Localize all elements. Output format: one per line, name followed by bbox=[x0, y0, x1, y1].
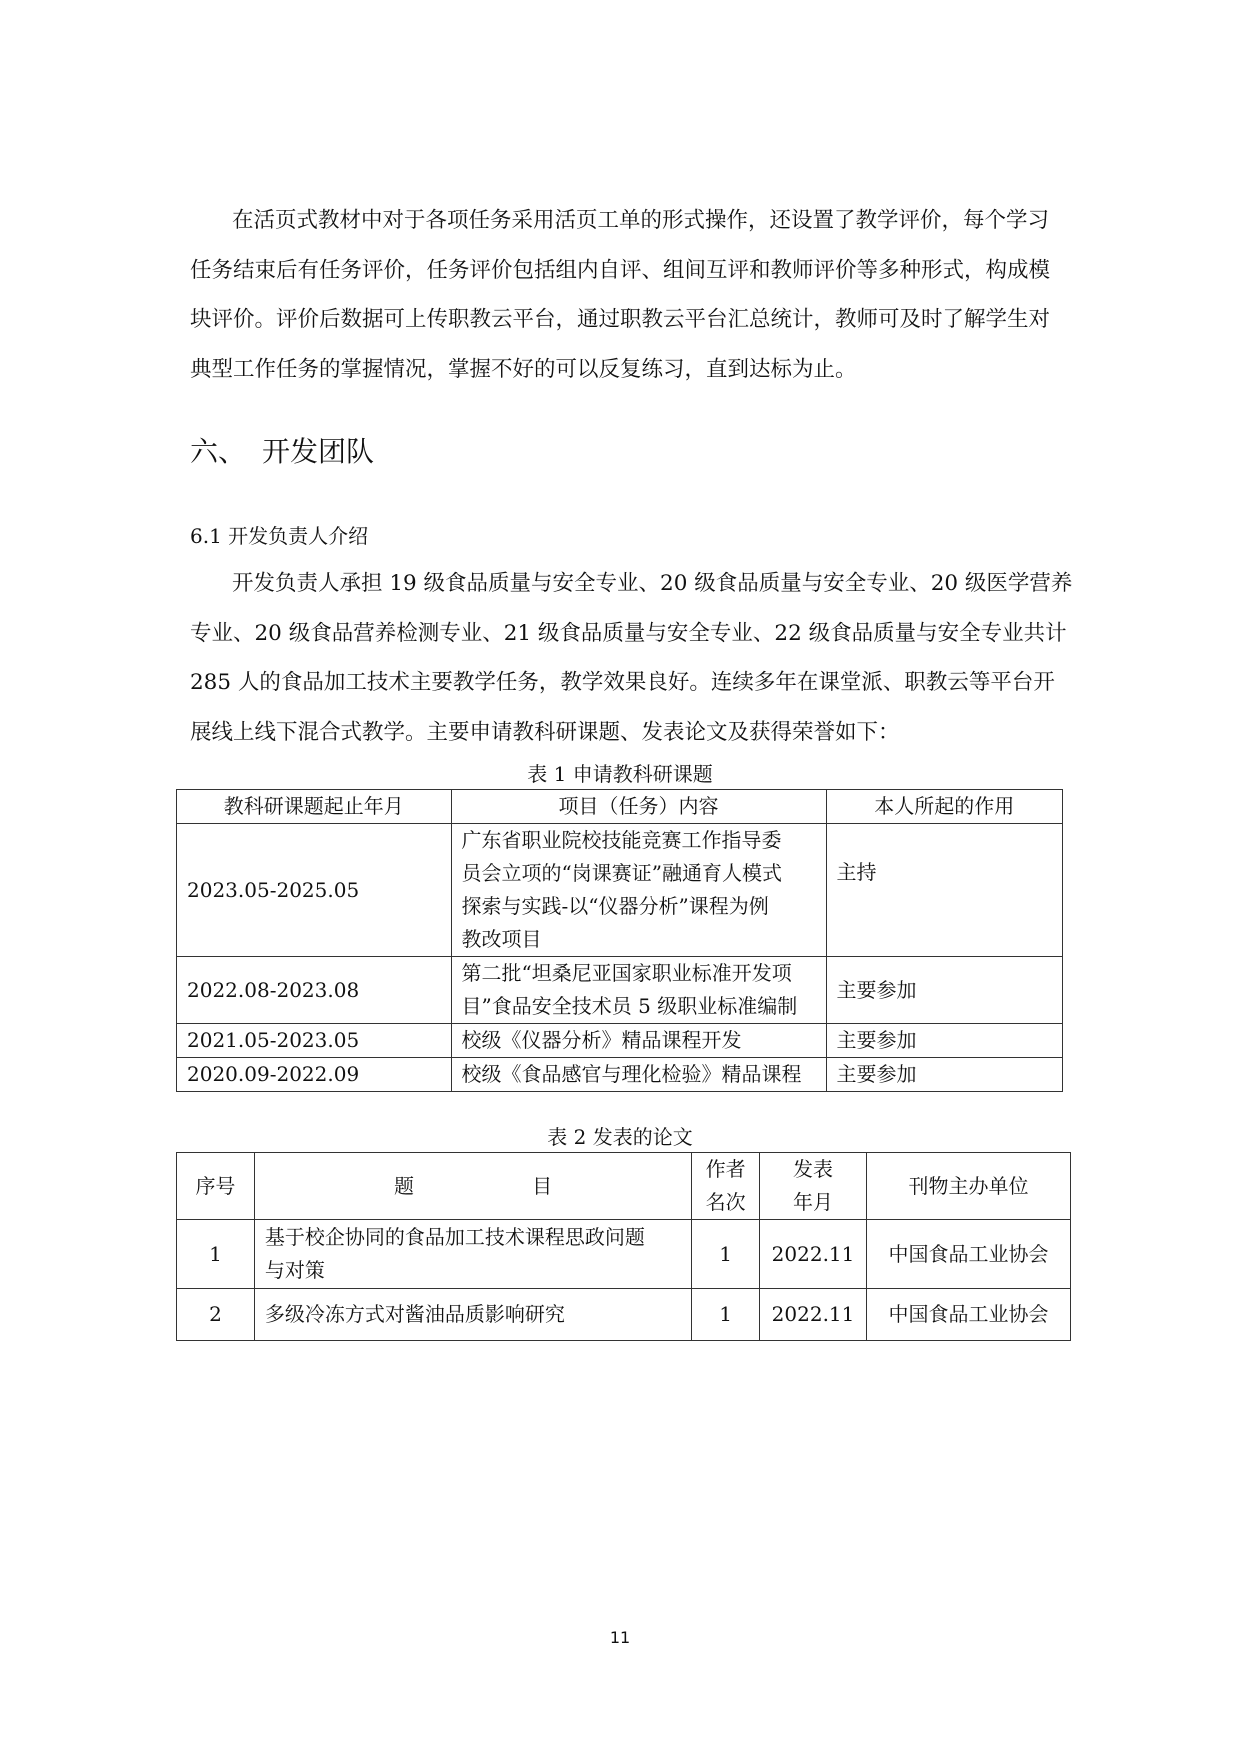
table2-caption: 表 2 发表的论文 bbox=[547, 1125, 693, 1149]
table1-caption: 表 1 申请教科研课题 bbox=[527, 762, 713, 786]
text-line: 展线上线下混合式教学。主要申请教科研课题、发表论文及获得荣誉如下： bbox=[190, 719, 900, 745]
publisher-cell: 中国食品工业协会 bbox=[867, 1220, 1071, 1289]
text-line: 开发负责人承担 19 级食品质量与安全专业、20 级食品质量与安全专业、20 级医学营养 bbox=[232, 571, 1073, 596]
seq-cell: 1 bbox=[177, 1220, 255, 1289]
text-line: 在活页式教材中对于各项任务采用活页工单的形式操作，还设置了教学评价，每个学习 bbox=[232, 208, 1050, 233]
text-line: 任务结束后有任务评价，任务评价包括组内自评、组间互评和教师评价等多种形式，构成模 bbox=[190, 257, 1051, 283]
period-cell: 2021.05-2023.05 bbox=[177, 1024, 452, 1058]
text-line: 285 人的食品加工技术主要教学任务，教学效果良好。连续多年在课堂派、职教云等平台开 bbox=[190, 670, 1055, 695]
column-header: 本人所起的作用 bbox=[826, 790, 1063, 824]
header-text: 题 bbox=[393, 1173, 414, 1198]
header-text: 年月 bbox=[793, 1190, 834, 1214]
header-text: 发表 bbox=[793, 1157, 834, 1181]
heading-title: 开发团队 bbox=[262, 435, 375, 468]
content-line: 广东省职业院校技能竞赛工作指导委 bbox=[461, 828, 782, 852]
column-header: 序号 bbox=[177, 1153, 255, 1220]
header-text: 目 bbox=[532, 1173, 553, 1198]
table-row bbox=[177, 1220, 1071, 1289]
title-cell: 多级冷冻方式对酱油品质影响研究 bbox=[254, 1289, 691, 1341]
header-text: 名次 bbox=[705, 1190, 746, 1214]
table-row bbox=[177, 957, 1063, 1024]
column-header bbox=[692, 1153, 760, 1220]
role-cell: 主要参加 bbox=[826, 1024, 1063, 1058]
title-line: 与对策 bbox=[264, 1258, 325, 1282]
text-line: 典型工作任务的掌握情况，掌握不好的可以反复练习，直到达标为止。 bbox=[190, 356, 857, 382]
table-row bbox=[177, 1024, 1063, 1058]
page-number: 11 bbox=[609, 1628, 631, 1647]
date-cell: 2022.11 bbox=[760, 1289, 867, 1341]
title-cell bbox=[254, 1220, 691, 1289]
text-line: 块评价。评价后数据可上传职教云平台，通过职教云平台汇总统计，教师可及时了解学生对 bbox=[190, 307, 1051, 332]
table-header-row bbox=[177, 1153, 1071, 1220]
paragraph-evaluation bbox=[190, 196, 1052, 394]
subsection-heading: 6.1 开发负责人介绍 bbox=[190, 524, 369, 548]
column-header: 刊物主办单位 bbox=[867, 1153, 1071, 1220]
rank-cell: 1 bbox=[692, 1220, 760, 1289]
content-cell: 校级《食品感官与理化检验》精品课程 bbox=[451, 1058, 826, 1092]
heading-number: 六、 bbox=[190, 435, 247, 468]
column-header: 教科研课题起止年月 bbox=[177, 790, 452, 824]
title-line: 基于校企协同的食品加工技术课程思政问题 bbox=[264, 1225, 645, 1249]
header-text: 作者 bbox=[705, 1157, 746, 1181]
section-heading bbox=[190, 430, 374, 470]
role-cell: 主要参加 bbox=[826, 957, 1063, 1024]
period-cell: 2023.05-2025.05 bbox=[177, 824, 452, 957]
text-line: 专业、20 级食品营养检测专业、21 级食品质量与安全专业、22 级食品质量与安全专业共计 bbox=[190, 620, 1067, 646]
column-header: 项目（任务）内容 bbox=[451, 790, 826, 824]
period-cell: 2022.08-2023.08 bbox=[177, 957, 452, 1024]
date-cell: 2022.11 bbox=[760, 1220, 867, 1289]
role-cell: 主要参加 bbox=[826, 1058, 1063, 1092]
table-header-row bbox=[177, 790, 1063, 824]
research-projects-table bbox=[176, 789, 1063, 1092]
paragraph-team-lead bbox=[190, 559, 1073, 757]
role-cell: 主持 bbox=[826, 824, 1063, 957]
table-row bbox=[177, 824, 1063, 957]
content-line: 目”食品安全技术员 5 级职业标准编制 bbox=[461, 994, 798, 1018]
content-cell bbox=[451, 957, 826, 1024]
table-row bbox=[177, 1289, 1071, 1341]
column-header bbox=[760, 1153, 867, 1220]
content-line: 探索与实践-以“仪器分析”课程为例 bbox=[461, 894, 769, 918]
period-cell: 2020.09-2022.09 bbox=[177, 1058, 452, 1092]
publisher-cell: 中国食品工业协会 bbox=[867, 1289, 1071, 1341]
publications-table bbox=[176, 1152, 1071, 1341]
rank-cell: 1 bbox=[692, 1289, 760, 1341]
seq-cell: 2 bbox=[177, 1289, 255, 1341]
column-header bbox=[254, 1153, 691, 1220]
content-cell bbox=[451, 824, 826, 957]
content-line: 第二批“坦桑尼亚国家职业标准开发项 bbox=[461, 961, 792, 985]
table-row bbox=[177, 1058, 1063, 1092]
content-line: 教改项目 bbox=[461, 927, 542, 951]
content-cell: 校级《仪器分析》精品课程开发 bbox=[451, 1024, 826, 1058]
content-line: 员会立项的“岗课赛证”融通育人模式 bbox=[461, 861, 782, 885]
